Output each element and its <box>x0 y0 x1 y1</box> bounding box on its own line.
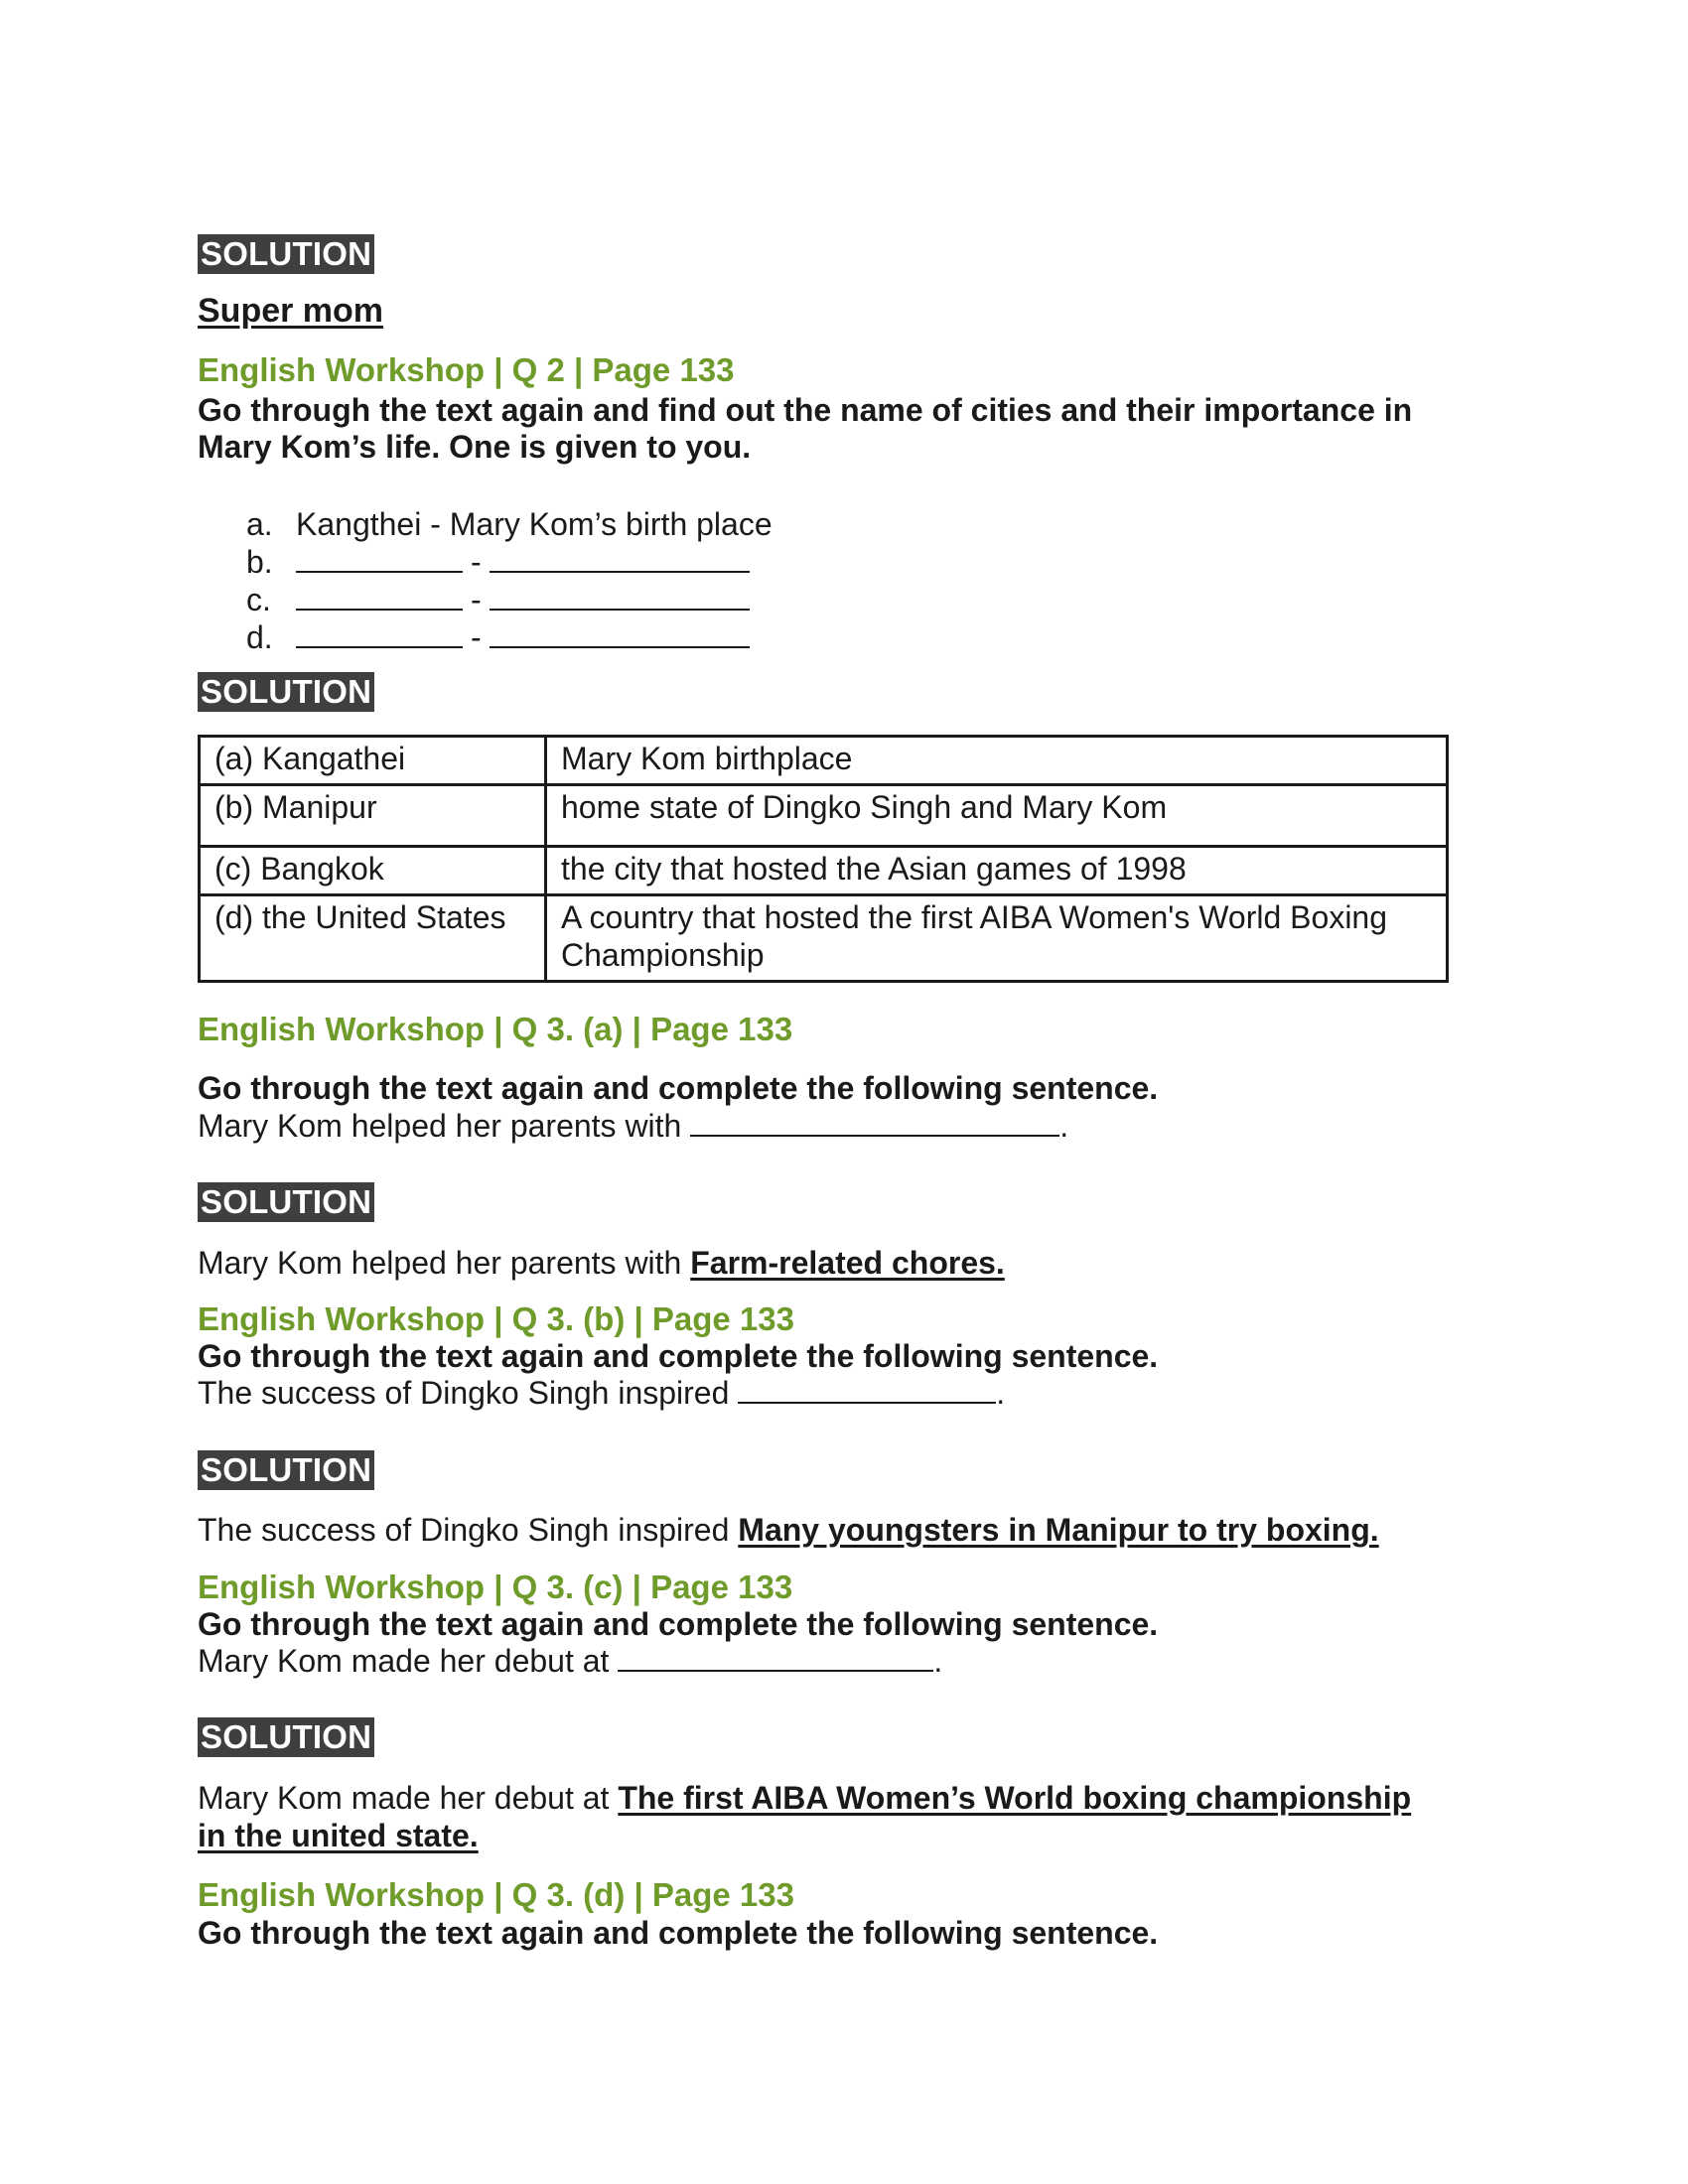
q2-header: English Workshop | Q 2 | Page 133 <box>198 351 735 388</box>
list-item <box>246 581 773 618</box>
q3b-answer-line <box>198 1512 1379 1549</box>
list-item <box>246 543 773 581</box>
blank-line <box>296 583 463 611</box>
q2-question: Go through the text again and find out the name of cities and their importance in Mary Kom’s life. One is given to you. <box>198 392 1413 465</box>
solution-label: SOLUTION <box>198 234 374 274</box>
table-cell-importance: A country that hosted the first AIBA Women's World Boxing Championship <box>546 895 1448 982</box>
q3b-answer-prefix: The success of Dingko Singh inspired <box>198 1512 730 1548</box>
sentence-end: . <box>933 1643 943 1679</box>
list-text: Kangthei - Mary Kom’s birth place <box>296 506 773 542</box>
table-row <box>200 737 1448 785</box>
q3b-prompt: The success of Dingko Singh inspired <box>198 1375 730 1411</box>
q3c-header: English Workshop | Q 3. (c) | Page 133 <box>198 1569 793 1605</box>
blank-line <box>490 583 750 611</box>
q3c-prompt-line <box>198 1643 942 1680</box>
answer-table <box>198 735 1449 983</box>
document-title: Super mom <box>198 292 384 330</box>
q3a-answer-line <box>198 1245 1005 1282</box>
table-row <box>200 847 1448 895</box>
q3c-prompt: Mary Kom made her debut at <box>198 1643 610 1679</box>
q3c-answer-line <box>198 1780 1411 1817</box>
q3a-header: English Workshop | Q 3. (a) | Page 133 <box>198 1011 793 1047</box>
q3a-question: Go through the text again and complete the following sentence. <box>198 1070 1159 1106</box>
blank-line <box>296 620 463 648</box>
solution-label: SOLUTION <box>198 1450 374 1490</box>
list-marker: b. <box>246 544 273 580</box>
table-cell-importance: the city that hosted the Asian games of 1998 <box>546 847 1448 895</box>
q3c-answer-prefix: Mary Kom made her debut at <box>198 1780 610 1816</box>
sentence-end: . <box>996 1375 1006 1411</box>
q3d-question: Go through the text again and complete the following sentence. <box>198 1915 1159 1951</box>
list-item <box>246 618 773 656</box>
list-marker: c. <box>246 582 271 617</box>
q3b-answer: Many youngsters in Manipur to try boxing. <box>738 1512 1379 1548</box>
list-marker: a. <box>246 506 273 542</box>
table-cell-place: (d) the United States <box>200 895 546 982</box>
table-row <box>200 895 1448 982</box>
blank-line <box>490 545 750 573</box>
blank-line <box>618 1644 933 1672</box>
table-cell-place: (b) Manipur <box>200 785 546 847</box>
q3d-header: English Workshop | Q 3. (d) | Page 133 <box>198 1876 794 1913</box>
dash: - <box>471 619 482 655</box>
blank-line <box>690 1109 1059 1137</box>
table-cell-importance: home state of Dingko Singh and Mary Kom <box>546 785 1448 847</box>
list-marker: d. <box>246 619 273 655</box>
list-item <box>246 505 773 543</box>
table-row <box>200 785 1448 847</box>
table-cell-place: (a) Kangathei <box>200 737 546 785</box>
q3c-answer-part2: in the united state. <box>198 1818 479 1853</box>
q3a-prompt: Mary Kom helped her parents with <box>198 1108 682 1144</box>
q3b-header: English Workshop | Q 3. (b) | Page 133 <box>198 1300 794 1337</box>
q3c-answer-line2 <box>198 1818 479 1854</box>
solution-label: SOLUTION <box>198 1717 374 1757</box>
q2-list <box>246 505 773 656</box>
q3c-answer-part1: The first AIBA Women’s World boxing championship <box>618 1780 1412 1816</box>
dash: - <box>471 582 482 617</box>
dash: - <box>471 544 482 580</box>
q3a-answer: Farm-related chores. <box>690 1245 1005 1281</box>
q3b-prompt-line <box>198 1375 1005 1412</box>
blank-line <box>296 545 463 573</box>
solution-label: SOLUTION <box>198 1182 374 1222</box>
blank-line <box>738 1376 996 1404</box>
q3a-answer-prefix: Mary Kom helped her parents with <box>198 1245 682 1281</box>
q3a-prompt-line <box>198 1108 1068 1145</box>
table-cell-importance: Mary Kom birthplace <box>546 737 1448 785</box>
sentence-end: . <box>1059 1108 1069 1144</box>
table-cell-place: (c) Bangkok <box>200 847 546 895</box>
blank-line <box>490 620 750 648</box>
q3b-question: Go through the text again and complete the following sentence. <box>198 1338 1159 1374</box>
solution-label: SOLUTION <box>198 672 374 712</box>
q3c-question: Go through the text again and complete the following sentence. <box>198 1606 1159 1642</box>
